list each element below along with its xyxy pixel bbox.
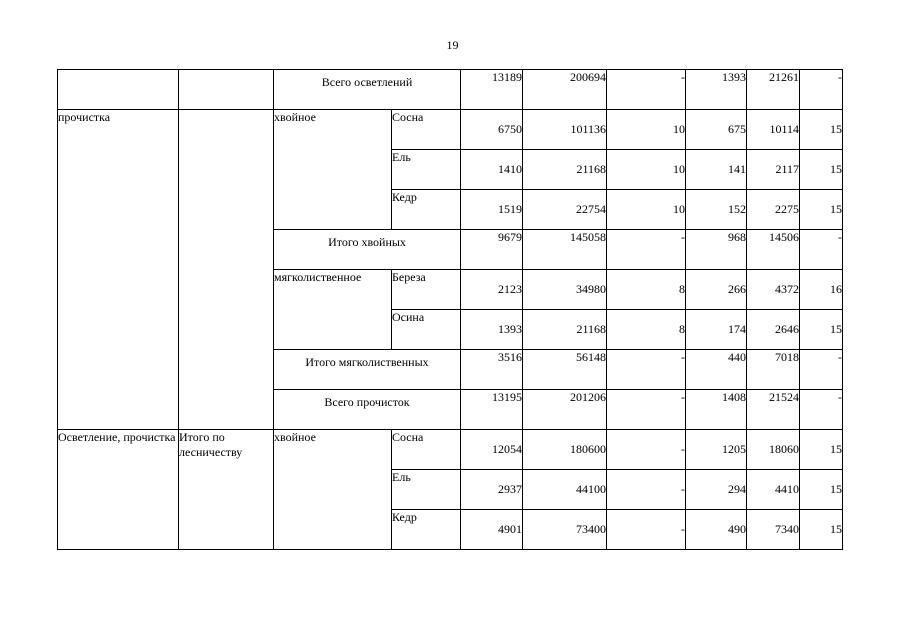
- value-cell: 15: [800, 470, 843, 510]
- species-group-cell: мягколиственное: [274, 270, 392, 350]
- value-cell: 200694: [523, 70, 607, 110]
- value-cell: 1519: [461, 190, 523, 230]
- empty-cell: [179, 70, 274, 110]
- value-cell: 10114: [747, 110, 800, 150]
- value-cell: 8: [607, 310, 686, 350]
- value-cell: -: [607, 230, 686, 270]
- page-number: 19: [446, 38, 459, 52]
- value-cell: -: [800, 70, 843, 110]
- conifer-subtotal-label: Итого хвойных: [328, 235, 406, 249]
- value-cell: 201206: [523, 390, 607, 430]
- value-cell: 7018: [747, 350, 800, 390]
- value-cell: 968: [686, 230, 747, 270]
- value-cell: 7340: [747, 510, 800, 550]
- conifer-subtotal-label-cell: [274, 230, 461, 270]
- value-cell: 4372: [747, 270, 800, 310]
- species-cell: Сосна: [392, 430, 461, 470]
- species-cell: Береза: [392, 270, 461, 310]
- value-cell: 152: [686, 190, 747, 230]
- value-cell: 6750: [461, 110, 523, 150]
- species-cell: Кедр: [392, 190, 461, 230]
- value-cell: 294: [686, 470, 747, 510]
- value-cell: -: [607, 510, 686, 550]
- value-cell: 21261: [747, 70, 800, 110]
- total-cleaning-label: Всего прочисток: [324, 395, 410, 409]
- value-cell: 1393: [461, 310, 523, 350]
- value-cell: 9679: [461, 230, 523, 270]
- empty-cell: [58, 70, 179, 110]
- value-cell: 1205: [686, 430, 747, 470]
- value-cell: 3516: [461, 350, 523, 390]
- value-cell: 15: [800, 190, 843, 230]
- table-row: [58, 110, 843, 150]
- value-cell: 141: [686, 150, 747, 190]
- value-cell: -: [607, 390, 686, 430]
- empty-cell: [179, 110, 274, 430]
- species-group-cell: хвойное: [274, 110, 392, 230]
- softwood-subtotal-label-cell: [274, 350, 461, 390]
- value-cell: 4901: [461, 510, 523, 550]
- value-cell: 21168: [523, 150, 607, 190]
- value-cell: 2275: [747, 190, 800, 230]
- value-cell: 101136: [523, 110, 607, 150]
- value-cell: 10: [607, 110, 686, 150]
- value-cell: 174: [686, 310, 747, 350]
- value-cell: 18060: [747, 430, 800, 470]
- value-cell: -: [607, 350, 686, 390]
- value-cell: 12054: [461, 430, 523, 470]
- value-cell: 490: [686, 510, 747, 550]
- value-cell: 15: [800, 510, 843, 550]
- value-cell: 2646: [747, 310, 800, 350]
- value-cell: 16: [800, 270, 843, 310]
- value-cell: 56148: [523, 350, 607, 390]
- work-type-cell: Осветление, прочистка: [58, 430, 179, 550]
- value-cell: 675: [686, 110, 747, 150]
- value-cell: 13189: [461, 70, 523, 110]
- total-cleaning-label-cell: [274, 390, 461, 430]
- table-row: [58, 430, 843, 470]
- value-cell: 8: [607, 270, 686, 310]
- value-cell: 266: [686, 270, 747, 310]
- species-cell: Ель: [392, 150, 461, 190]
- value-cell: 15: [800, 310, 843, 350]
- species-cell: Сосна: [392, 110, 461, 150]
- value-cell: 2937: [461, 470, 523, 510]
- forestry-table: [57, 69, 843, 550]
- value-cell: 15: [800, 110, 843, 150]
- value-cell: 440: [686, 350, 747, 390]
- value-cell: 1393: [686, 70, 747, 110]
- value-cell: -: [800, 350, 843, 390]
- value-cell: 2117: [747, 150, 800, 190]
- species-cell: Ель: [392, 470, 461, 510]
- value-cell: -: [800, 230, 843, 270]
- value-cell: 10: [607, 190, 686, 230]
- value-cell: 14506: [747, 230, 800, 270]
- value-cell: 145058: [523, 230, 607, 270]
- total-clearing-label-cell: [274, 70, 461, 110]
- value-cell: 73400: [523, 510, 607, 550]
- total-clearing-label: Всего осветлений: [321, 75, 413, 89]
- species-cell: Кедр: [392, 510, 461, 550]
- forestry-total-cell: Итого по лесничеству: [179, 430, 274, 550]
- work-type-cell: прочистка: [58, 110, 179, 430]
- species-cell: Осина: [392, 310, 461, 350]
- value-cell: 2123: [461, 270, 523, 310]
- value-cell: -: [607, 70, 686, 110]
- value-cell: 34980: [523, 270, 607, 310]
- value-cell: -: [607, 430, 686, 470]
- value-cell: 180600: [523, 430, 607, 470]
- value-cell: 4410: [747, 470, 800, 510]
- table-row: [58, 70, 843, 110]
- value-cell: 1410: [461, 150, 523, 190]
- value-cell: 21524: [747, 390, 800, 430]
- value-cell: 10: [607, 150, 686, 190]
- value-cell: 1408: [686, 390, 747, 430]
- value-cell: -: [607, 470, 686, 510]
- value-cell: 22754: [523, 190, 607, 230]
- value-cell: 15: [800, 430, 843, 470]
- species-group-cell: хвойное: [274, 430, 392, 550]
- value-cell: 21168: [523, 310, 607, 350]
- value-cell: 13195: [461, 390, 523, 430]
- softwood-subtotal-label: Итого мягколиственных: [305, 355, 429, 369]
- value-cell: 15: [800, 150, 843, 190]
- value-cell: -: [800, 390, 843, 430]
- value-cell: 44100: [523, 470, 607, 510]
